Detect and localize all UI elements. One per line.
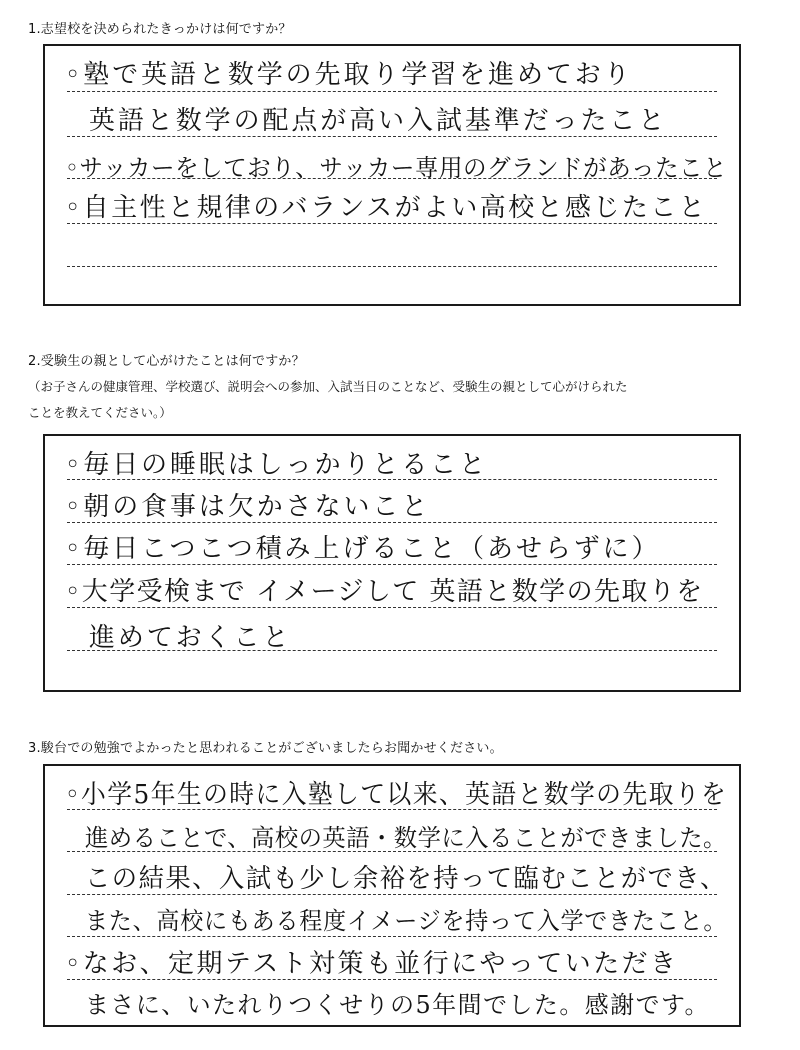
ruled-line (67, 809, 717, 810)
ruled-line (67, 178, 717, 179)
answer-1-line-2: 英語と数学の配点が高い入試基準だったこと (89, 106, 668, 136)
answer-box-1 (43, 44, 741, 306)
answer-3-line-1: ◦小学5年生の時に入塾して以来、英語と数学の先取りを (65, 780, 728, 810)
ruled-line (67, 522, 717, 523)
answer-2-line-2: ◦朝の食事は欠かさないこと (65, 492, 431, 522)
answer-3-line-3: この結果、入試も少し余裕を持って臨むことができ、 (85, 864, 727, 894)
answer-1-line-1: ◦塾で英語と数学の先取り学習を進めており (65, 60, 633, 90)
ruled-line (67, 979, 717, 980)
answer-box-3 (43, 764, 741, 1027)
answer-1-line-4: ◦自主性と規律のバランスがよい高校と感じたこと (65, 193, 708, 223)
answer-3-line-4: また、高校にもある程度イメージを持って入学できたこと。 (85, 907, 728, 935)
ruled-line (67, 936, 717, 937)
ruled-line (67, 607, 717, 608)
ruled-line (67, 136, 717, 137)
answer-2-line-5: 進めておくこと (89, 623, 292, 653)
ruled-line (67, 266, 717, 267)
answer-3-line-5: ◦なお、定期テスト対策も並行にやっていただき (65, 949, 679, 979)
ruled-line (67, 564, 717, 565)
ruled-line (67, 650, 717, 651)
ruled-line (67, 479, 717, 480)
question-2-title: 2.受験生の親として心がけたことは何ですか？ (28, 354, 305, 369)
ruled-line (67, 894, 717, 895)
question-1-title: 1.志望校を決められたきっかけは何ですか？ (28, 22, 292, 37)
answer-2-line-4: ◦大学受検まで イメージして 英語と数学の先取りを (65, 577, 704, 607)
answer-2-line-1: ◦毎日の睡眠はしっかりとること (65, 450, 489, 480)
question-2-subtitle-cont: ことを教えてください。） (28, 405, 172, 420)
answer-3-line-6: まさに、いたれりつくせりの5年間でした。感謝です。 (85, 991, 710, 1019)
question-3-title: 3.駿台での勉強でよかったと思われることがございましたらお聞かせください。 (28, 741, 503, 756)
answer-3-line-2: 進めることで、高校の英語・数学に入ることができました。 (85, 824, 727, 852)
answer-2-line-3: ◦毎日こつこつ積み上げること（あせらずに） (65, 534, 661, 564)
question-2-subtitle: （お子さんの健康管理、学校選び、説明会への参加、入試当日のことなど、受験生の親として心がけられた (28, 379, 628, 394)
ruled-line (67, 91, 717, 92)
answer-box-2 (43, 434, 741, 692)
ruled-line (67, 851, 717, 852)
answer-1-line-3: ◦サッカーをしており、サッカー専用のグランドがあったこと (65, 154, 728, 182)
ruled-line (67, 223, 717, 224)
